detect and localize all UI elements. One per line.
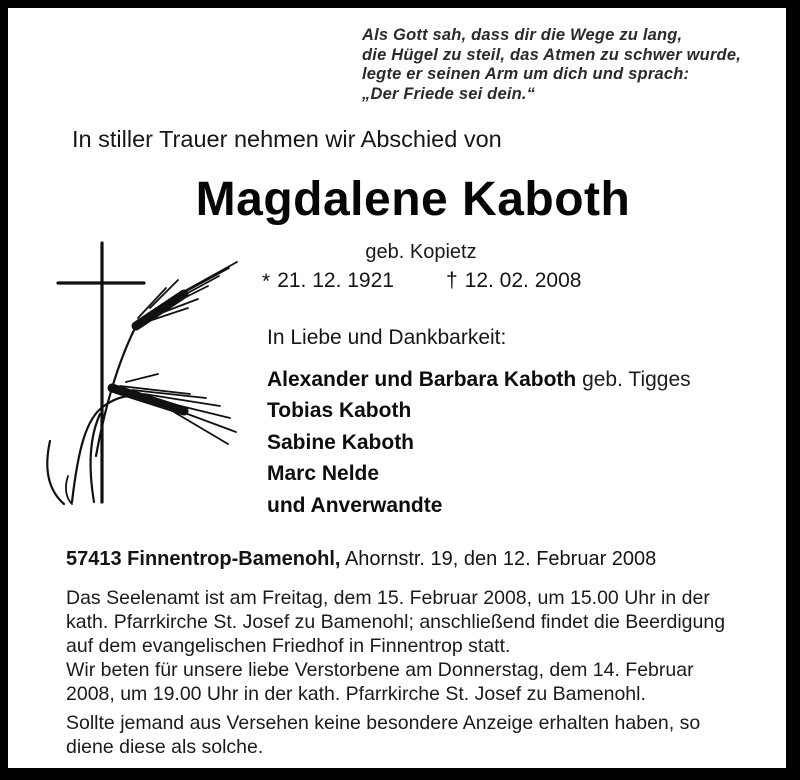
maiden-name: geb. Kopietz <box>365 241 477 263</box>
notice-line: Sollte jemand aus Versehen keine besondere Anzeige erhalten haben, so <box>66 712 701 734</box>
mourner-name: Alexander und Barbara Kaboth <box>267 368 577 391</box>
verse-line: Als Gott sah, dass dir die Wege zu lang, <box>362 26 683 44</box>
mourner-name: und Anverwandte <box>267 493 443 517</box>
mourner-name: Sabine Kaboth <box>267 430 415 454</box>
death-date: 12. 02. 2008 <box>464 269 582 292</box>
address-date-line <box>66 548 656 571</box>
intro-line: In stiller Trauer nehmen wir Abschied von <box>72 126 502 152</box>
mourner-row <box>267 427 691 458</box>
prayer-info-line: 2008, um 19.00 Uhr in der kath. Pfarrkirche St. Josef zu Bamenohl. <box>66 683 646 705</box>
memorial-verse <box>362 26 741 104</box>
prayer-info-line: Wir beten für unsere liebe Verstorbene am Donnerstag, dem 14. Februar <box>66 659 694 681</box>
mourners-list <box>267 364 691 521</box>
obituary-sheet <box>8 8 786 768</box>
mourner-row <box>267 458 691 489</box>
mourner-row <box>267 364 691 395</box>
notice-text <box>66 711 700 759</box>
verse-line: „Der Friede sei dein.“ <box>362 84 536 103</box>
service-info-line: auf dem evangelischen Friedhof in Finnentrop statt. <box>66 635 511 657</box>
cross-and-wheat-icon <box>38 236 271 511</box>
service-info-line: kath. Pfarrkirche St. Josef zu Bamenohl; anschließend findet die Beerdigung <box>66 611 726 633</box>
birth-date: 21. 12. 1921 <box>277 269 394 292</box>
tribute-heading: In Liebe und Dankbarkeit: <box>267 326 507 349</box>
verse-line: die Hügel zu steil, das Atmen zu schwer wurde, <box>362 45 741 64</box>
mourner-row <box>267 395 691 426</box>
mourner-name: Tobias Kaboth <box>267 399 412 423</box>
life-dates <box>262 269 581 293</box>
died-symbol: † <box>445 269 458 292</box>
verse-line: legte er seinen Arm um dich und sprach: <box>362 65 690 83</box>
address-city: 57413 Finnentrop-Bamenohl, <box>66 548 341 570</box>
prayer-info <box>66 658 694 706</box>
service-info <box>66 586 725 658</box>
born-symbol: * <box>262 270 271 293</box>
notice-line: diene diese als solche. <box>66 736 264 758</box>
address-rest: Ahornstr. 19, den 12. Februar 2008 <box>340 548 657 570</box>
mourner-name: Marc Nelde <box>267 462 380 486</box>
deceased-name: Magdalene Kaboth <box>195 173 631 226</box>
mourner-row <box>267 490 691 521</box>
service-info-line: Das Seelenamt ist am Freitag, dem 15. Februar 2008, um 15.00 Uhr in der <box>66 587 710 609</box>
mourner-suffix: geb. Tigges <box>576 368 691 391</box>
